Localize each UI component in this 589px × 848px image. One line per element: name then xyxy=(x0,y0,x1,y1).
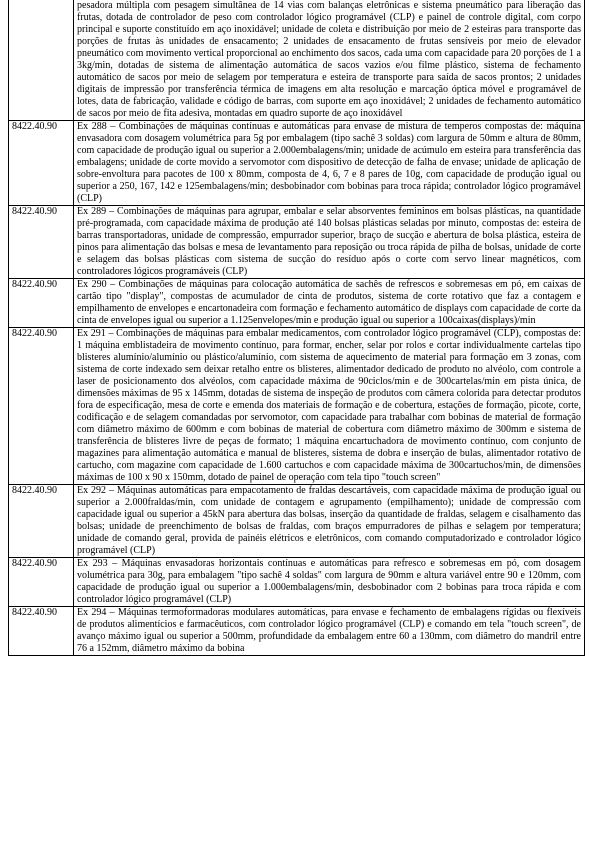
description-cell: Ex 290 – Combinações de máquinas para colocação automática de sachês de refrescos e sobremesas em pó, em caixas de cartão tipo "display", compostas de acumulador de cinta de produtos, sistema de corte rotativo que faz a contagem e empilhamento de envelopes e encartonadeira com formação e fechamento automático de displays com capacidade de corte da cinta de envelopes igual ou superior a 1.125envelopes/min e produção igual ou superior a 100caixas(displays)/min xyxy=(74,279,585,328)
description-cell: pesadora múltipla com pesagem simultânea de 14 vias com balanças eletrônicas e sistema pneumático para liberação das frutas, dotada de controlador de peso com controlador lógico programável (CLP) e painel de controle digital, com corpo principal e suporte constituído em aço inoxidável; unidade de coleta e distribuição por meio de 2 esteiras para transporte das porções de frutas às unidades de ensacamento; 2 unidades de ensacamento de frutas sensíveis por meio de elevador pneumático com movimento vertical proporcional ao enchimento dos sacos, cada uma com capacidade para 20 porções de 1 a 3kg/min, dotadas de sistema de alimentação automática de sacos vazios e/ou filme plástico, sistema de fechamento automático de sacos por meio de selagem por temperatura e esteira de transporte para saída de sacos prontos; 2 unidades digitais de impressão por transferência térmica de imagens em alta resolução e marcação óptica móvel e programável de lotes, data de fabricação, validade e código de barras, com suporte em aço inoxidável; 2 unidades de fechamento automático de sacos por meio de fita adesiva, montadas em quadro suporte de aço inoxidável xyxy=(74,0,585,121)
ncm-code-cell xyxy=(9,0,74,121)
tariff-table xyxy=(8,0,585,656)
document-page xyxy=(8,0,585,656)
description-cell: Ex 294 – Máquinas termoformadoras modulares automáticas, para envase e fechamento de embalagens rígidas ou flexíveis de produtos alimentícios e farmacêuticos, com controlador lógico programável (CLP) e comando em tela "touch screen", de avanço máximo igual ou superior a 500mm, profundidade da embalagem entre 60 a 130mm, com diâmetro do mandril entre 76 a 152mm, diâmetro máximo da bobina xyxy=(74,607,585,656)
table-row xyxy=(9,0,585,121)
description-cell: Ex 293 – Máquinas envasadoras horizontais contínuas e automáticas para refresco e sobremesas em pó, com dosagem volumétrica para 30g, para embalagem "tipo sachê 4 soldas" com largura de 90mm e altura variável entre 90 e 120mm, com capacidade de produção igual ou superior a 1.000embalagens/min, desbobinador com 2 bobinas para troca rápida e com controlador lógico programável (CLP) xyxy=(74,558,585,607)
table-row xyxy=(9,328,585,485)
ncm-code-cell: 8422.40.90 xyxy=(9,485,74,558)
description-cell: Ex 292 – Máquinas automáticas para empacotamento de fraldas descartáveis, com capacidade máxima de produção igual ou superior a 2.000fraldas/min, com unidade de contagem e agrupamento (empilhamento); unidade de compressão com capacidade igual ou superior a 45kN para abertura das bolsas, inserção da quantidade de fraldas, selagem e cisalhamento das bolsas; unidade de preenchimento de bolsas de fraldas, com braços empurradores de pilhas e selagem por temperatura; unidade de comando geral, provida de painéis elétricos e eletrônicos, com comando computadorizado e controlador lógico programável (CLP) xyxy=(74,485,585,558)
ncm-code-cell: 8422.40.90 xyxy=(9,607,74,656)
ncm-code-cell: 8422.40.90 xyxy=(9,121,74,206)
table-row xyxy=(9,206,585,279)
description-cell: Ex 288 – Combinações de máquinas contínuas e automáticas para envase de mistura de temperos compostas de: máquina envasadora com dosagem volumétrica para 5g por embalagem (tipo sachê 3 soldas) com largura de 50mm e altura de 80mm, com capacidade de produção igual ou superior a 2.000embalagens/min; unidade de acúmulo em esteira para transferência das embalagens; unidade de corte movido a servomotor com dispositivo de detecção de falha de envase; unidade de aplicação de sobre-envoltura para pacotes de 100 x 80mm, composta de 4, 6, 7 e 8 pares de 10g, com capacidade de produção igual ou superior a 250, 167, 142 e 125embalagens/min; desbobinador com bobinas para troca rápida; controlador lógico programável (CLP) xyxy=(74,121,585,206)
table-row xyxy=(9,607,585,656)
table-row xyxy=(9,279,585,328)
ncm-code-cell: 8422.40.90 xyxy=(9,279,74,328)
ncm-code-cell: 8422.40.90 xyxy=(9,328,74,485)
table-row xyxy=(9,485,585,558)
table-row xyxy=(9,558,585,607)
ncm-code-cell: 8422.40.90 xyxy=(9,558,74,607)
ncm-code-cell: 8422.40.90 xyxy=(9,206,74,279)
description-cell: Ex 289 – Combinações de máquinas para agrupar, embalar e selar absorventes femininos em bolsas plásticas, na quantidade pré-programada, com capacidade máxima de produção até 140 bolsas plásticas seladas por minuto, compostas de: esteira de barras transportadoras, unidade de compressão, empurrador superior, braço de sucção e abertura de bolsa plástica, esteira de pinos para alimentação das bolsas e mesa de levantamento para reposição ou troca rápida de pilha de bolsas, unidade de corte e selagem das bolsas plásticas com sistema de sucção do resíduo após o corte com servo linear magnéticos, com controladores lógicos programáveis (CLP) xyxy=(74,206,585,279)
description-cell: Ex 291 – Combinações de máquinas para embalar medicamentos, com controlador lógico programável (CLP), compostas de: 1 máquina emblistadeira de movimento contínuo, para formar, encher, selar por rolos e cortar individualmente cartelas tipo blisteres alumínio/alumínio ou plástico/alumínio, com sistema de aquecimento de material para formação em 3 zonas, com sistema de corte indexado sem deixar retalho entre os blisteres, alimentador dedicado de produto no alvéolo, com controle a laser de posicionamento dos alvéolos, com capacidade máxima de 90ciclos/min e de 300cartelas/min em pista única, de dimensões máximas de 95 x 145mm, dotadas de sistema de inspeção de produtos com câmera colorida para detectar produtos fora de especificação, mesa de corte e emenda dos materiais de formação e de cobertura, estações de formação, picote, corte, codificação e de selagem comandadas por servomotor, com capacidade para trabalhar com bobinas de material de formação com diâmetro máximo de 600mm e com bobinas de material de cobertura com diâmetro máximo de 300mm e sistema de transferência de blisteres livre de peças de formato; 1 máquina encartuchadora de movimento contínuo, com conjunto de magazines para alimentação automática e manual de blisteres, sistema de dobra e inserção de bulas, alimentador rotativo de cartucho, com magazine com capacidade de 1.600 cartuchos e com capacidade máxima de 300cartuchos/min, de dimensões máximas de 100 x 90 x 150mm, dotado de painel de operação com tela tipo "touch screen" xyxy=(74,328,585,485)
table-row xyxy=(9,121,585,206)
